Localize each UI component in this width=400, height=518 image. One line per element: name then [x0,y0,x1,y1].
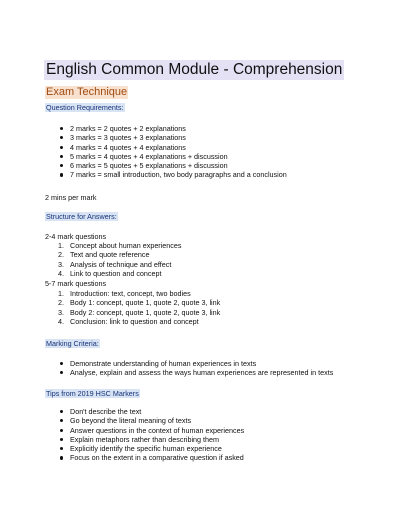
group2-label: 5-7 mark questions [45,279,107,288]
page-title: English Common Module - Comprehension [46,61,343,78]
bullet-icon [60,371,63,374]
bullet-icon [60,173,63,176]
marking-list [58,359,333,378]
list-item: 6 marks = 5 quotes + 5 explanations + discussion [58,161,287,170]
list-item: Explicitly identify the specific human experience [58,444,244,453]
marking-heading: Marking Criteria: [46,339,99,348]
list-item: Go beyond the literal meaning of texts [58,416,244,425]
list-item: Don't describe the text [58,407,244,416]
group1-list [58,241,181,278]
structure-heading: Structure for Answers: [46,212,117,221]
bullet-icon [60,164,63,167]
list-item: Explain metaphors rather than describing them [58,435,244,444]
bullet-icon [60,438,63,441]
list-item: 7 marks = small introduction, two body paragraphs and a conclusion [58,170,287,179]
list-item: 5 marks = 4 quotes + 4 explanations + discussion [58,152,287,161]
group2-list [58,289,220,326]
bullet-icon [60,362,63,365]
tips-heading: Tips from 2019 HSC Markers [46,389,139,398]
requirements-heading: Question Requirements: [46,103,124,112]
list-item: 3. Analysis of technique and effect [58,259,172,269]
bullet-icon [60,127,63,130]
list-item: 1. Concept about human experiences [58,241,182,250]
list-item: 2. Body 1: concept, quote 1, quote 2, quote 3, link [58,298,221,308]
list-item: 3. Body 2: concept, quote 1, quote 2, quote 3, link [58,307,221,317]
bullet-icon [60,155,63,158]
list-item: 3 marks = 3 quotes + 3 explanations [58,133,287,142]
list-item: 4. Conclusion: link to question and concept [58,316,199,326]
tips-list [58,407,244,463]
list-item: 2. Text and quote reference [58,250,150,260]
list-item: 4. Link to question and concept [58,268,162,278]
list-item: 4 marks = 4 quotes + 4 explanations [58,143,287,152]
list-item: Analyse, explain and assess the ways human experiences are represented in texts [58,368,333,377]
bullet-icon [60,447,63,450]
time-note: 2 mins per mark [45,193,97,202]
page-subtitle: Exam Technique [46,86,128,98]
list-item: 1. Introduction: text, concept, two bodies [58,289,191,298]
bullet-icon [60,146,63,149]
bullet-icon [60,410,63,413]
list-item: 2 marks = 2 quotes + 2 explanations [58,124,287,133]
bullet-icon [60,419,63,422]
requirements-list [58,124,287,180]
list-item: Focus on the extent in a comparative question if asked [58,453,244,462]
bullet-icon [60,429,63,432]
list-item: Demonstrate understanding of human experiences in texts [58,359,333,368]
bullet-icon [60,136,63,139]
bullet-icon [60,456,63,459]
group1-label: 2-4 mark questions [45,232,107,241]
list-item: Answer questions in the context of human experiences [58,426,244,435]
